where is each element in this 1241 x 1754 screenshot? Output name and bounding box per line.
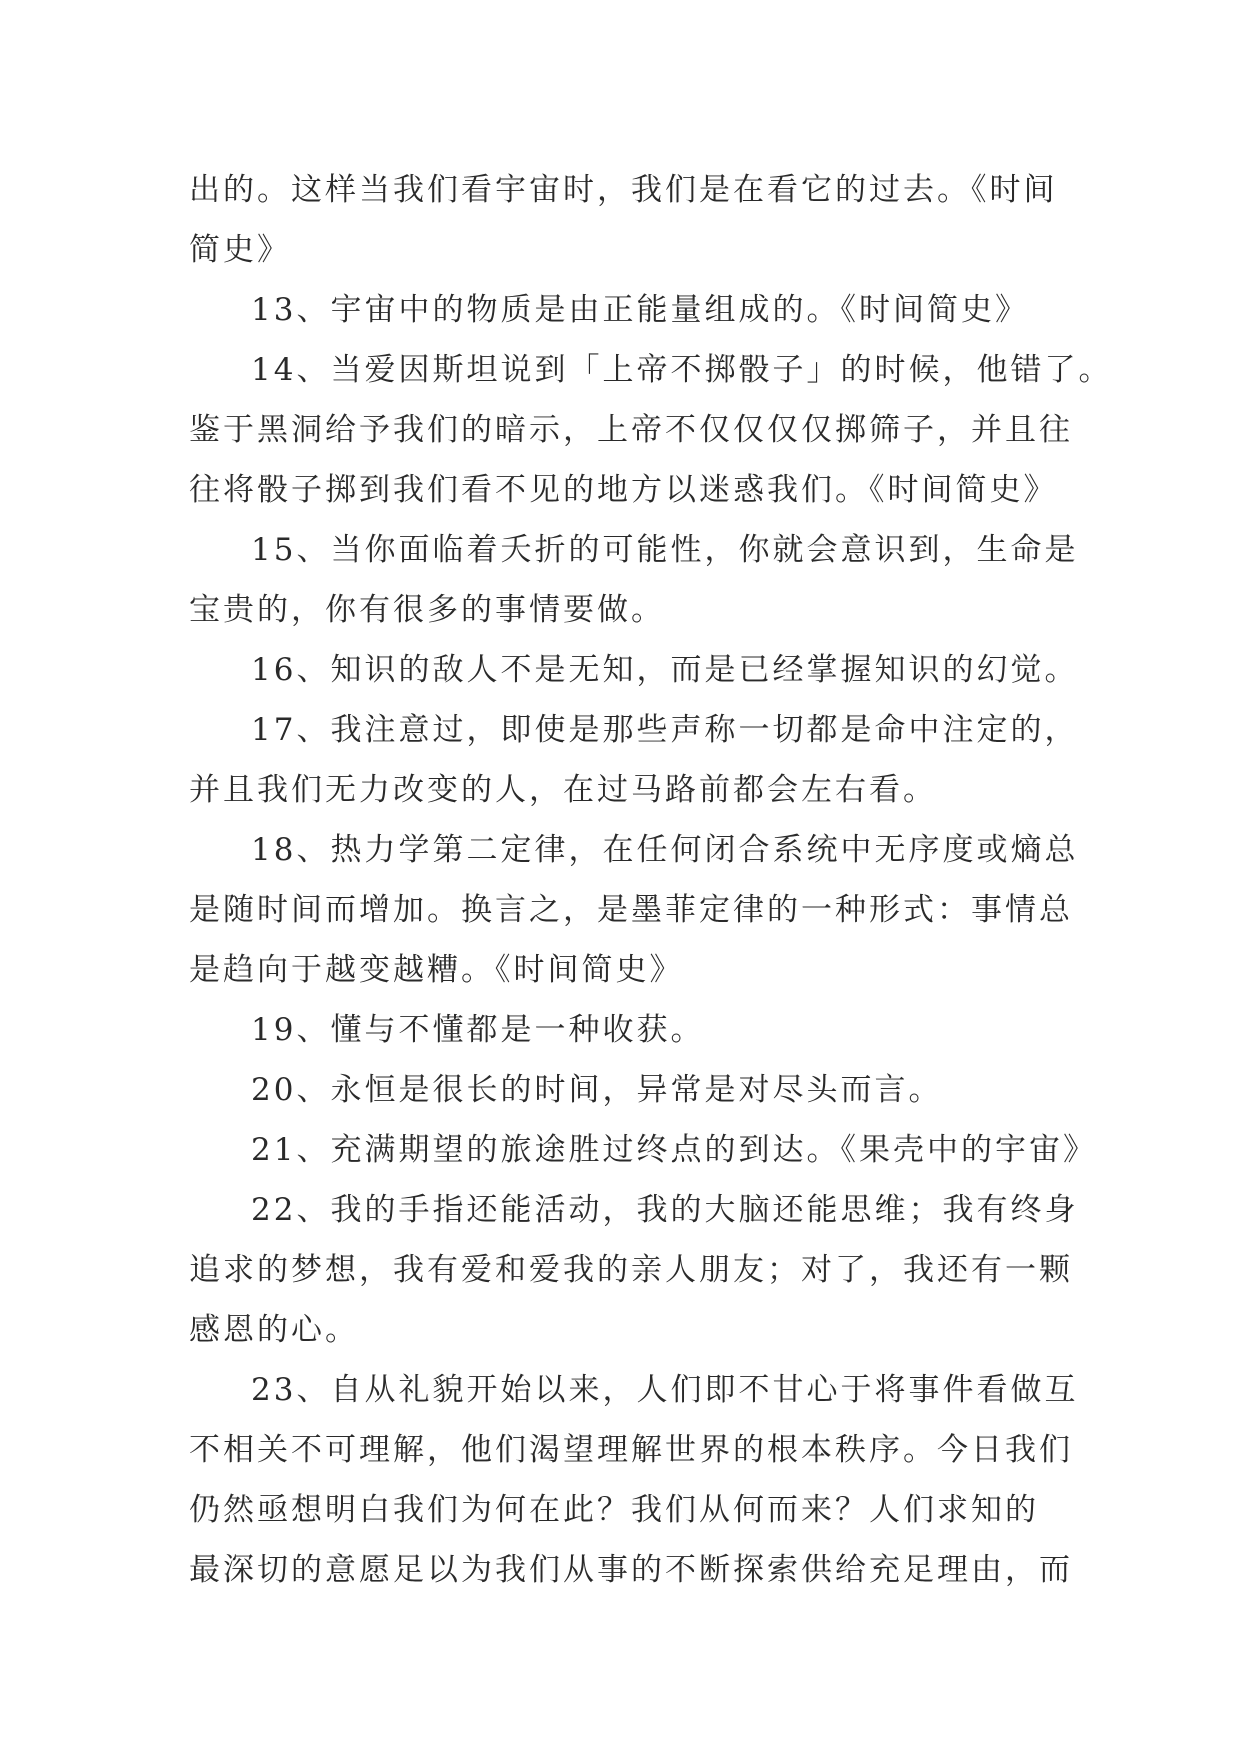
text-line: 15、当你面临着夭折的可能性，你就会意识到，生命是 xyxy=(251,532,1079,568)
text-line: 是趋向于越变越糟。《时间简史》 xyxy=(189,952,684,988)
text-line: 宝贵的，你有很多的事情要做。 xyxy=(189,592,665,628)
quote-paragraph-13 xyxy=(189,280,1049,340)
quote-paragraph-15 xyxy=(189,520,1079,640)
text-line: 22、我的手指还能活动，我的大脑还能思维；我有终身 xyxy=(251,1192,1079,1228)
text-line: 简史》 xyxy=(189,232,291,268)
quote-paragraph-19 xyxy=(189,1000,1049,1060)
text-line: 追求的梦想，我有爱和爱我的亲人朋友；对了，我还有一颗 xyxy=(189,1252,1073,1288)
text-line: 出的。这样当我们看宇宙时，我们是在看它的过去。《时间 xyxy=(189,172,1058,208)
text-line: 17、我注意过，即使是那些声称一切都是命中注定的， xyxy=(251,712,1079,748)
paragraph-continuation xyxy=(189,160,1058,280)
text-line: 最深切的意愿足以为我们从事的不断探索供给充足理由，而 xyxy=(189,1552,1073,1588)
quote-paragraph-16 xyxy=(189,640,1079,700)
text-line: 18、热力学第二定律，在任何闭合系统中无序度或熵总 xyxy=(251,832,1079,868)
quote-paragraph-18 xyxy=(189,820,1079,1000)
text-line: 不相关不可理解，他们渴望理解世界的根本秩序。今日我们 xyxy=(189,1432,1073,1468)
text-line: 13、宇宙中的物质是由正能量组成的。《时间简史》 xyxy=(251,292,1029,328)
document-body xyxy=(189,160,1113,1600)
quote-paragraph-22 xyxy=(189,1180,1079,1360)
text-line: 往将骰子掷到我们看不见的地方以迷惑我们。《时间简史》 xyxy=(189,472,1058,508)
text-line: 23、自从礼貌开始以来，人们即不甘心于将事件看做互 xyxy=(251,1372,1079,1408)
text-line: 仍然亟想明白我们为何在此？我们从何而来？人们求知的 xyxy=(189,1492,1039,1528)
text-line: 16、知识的敌人不是无知，而是已经掌握知识的幻觉。 xyxy=(251,652,1079,688)
text-line: 19、懂与不懂都是一种收获。 xyxy=(251,1012,705,1048)
text-line: 并且我们无力改变的人，在过马路前都会左右看。 xyxy=(189,772,937,808)
quote-paragraph-20 xyxy=(189,1060,1049,1120)
text-line: 20、永恒是很长的时间，异常是对尽头而言。 xyxy=(251,1072,943,1108)
text-line: 14、当爱因斯坦说到「上帝不掷骰子」的时候，他错了。 xyxy=(251,352,1113,388)
quote-paragraph-14 xyxy=(189,340,1113,520)
text-line: 是随时间而增加。换言之，是墨菲定律的一种形式：事情总 xyxy=(189,892,1073,928)
text-line: 21、充满期望的旅途胜过终点的到达。《果壳中的宇宙》 xyxy=(251,1132,1097,1168)
text-line: 鉴于黑洞给予我们的暗示，上帝不仅仅仅仅掷筛子，并且往 xyxy=(189,412,1073,448)
quote-paragraph-23 xyxy=(189,1360,1079,1600)
quote-paragraph-21 xyxy=(189,1120,1097,1180)
text-line: 感恩的心。 xyxy=(189,1312,359,1348)
quote-paragraph-17 xyxy=(189,700,1079,820)
